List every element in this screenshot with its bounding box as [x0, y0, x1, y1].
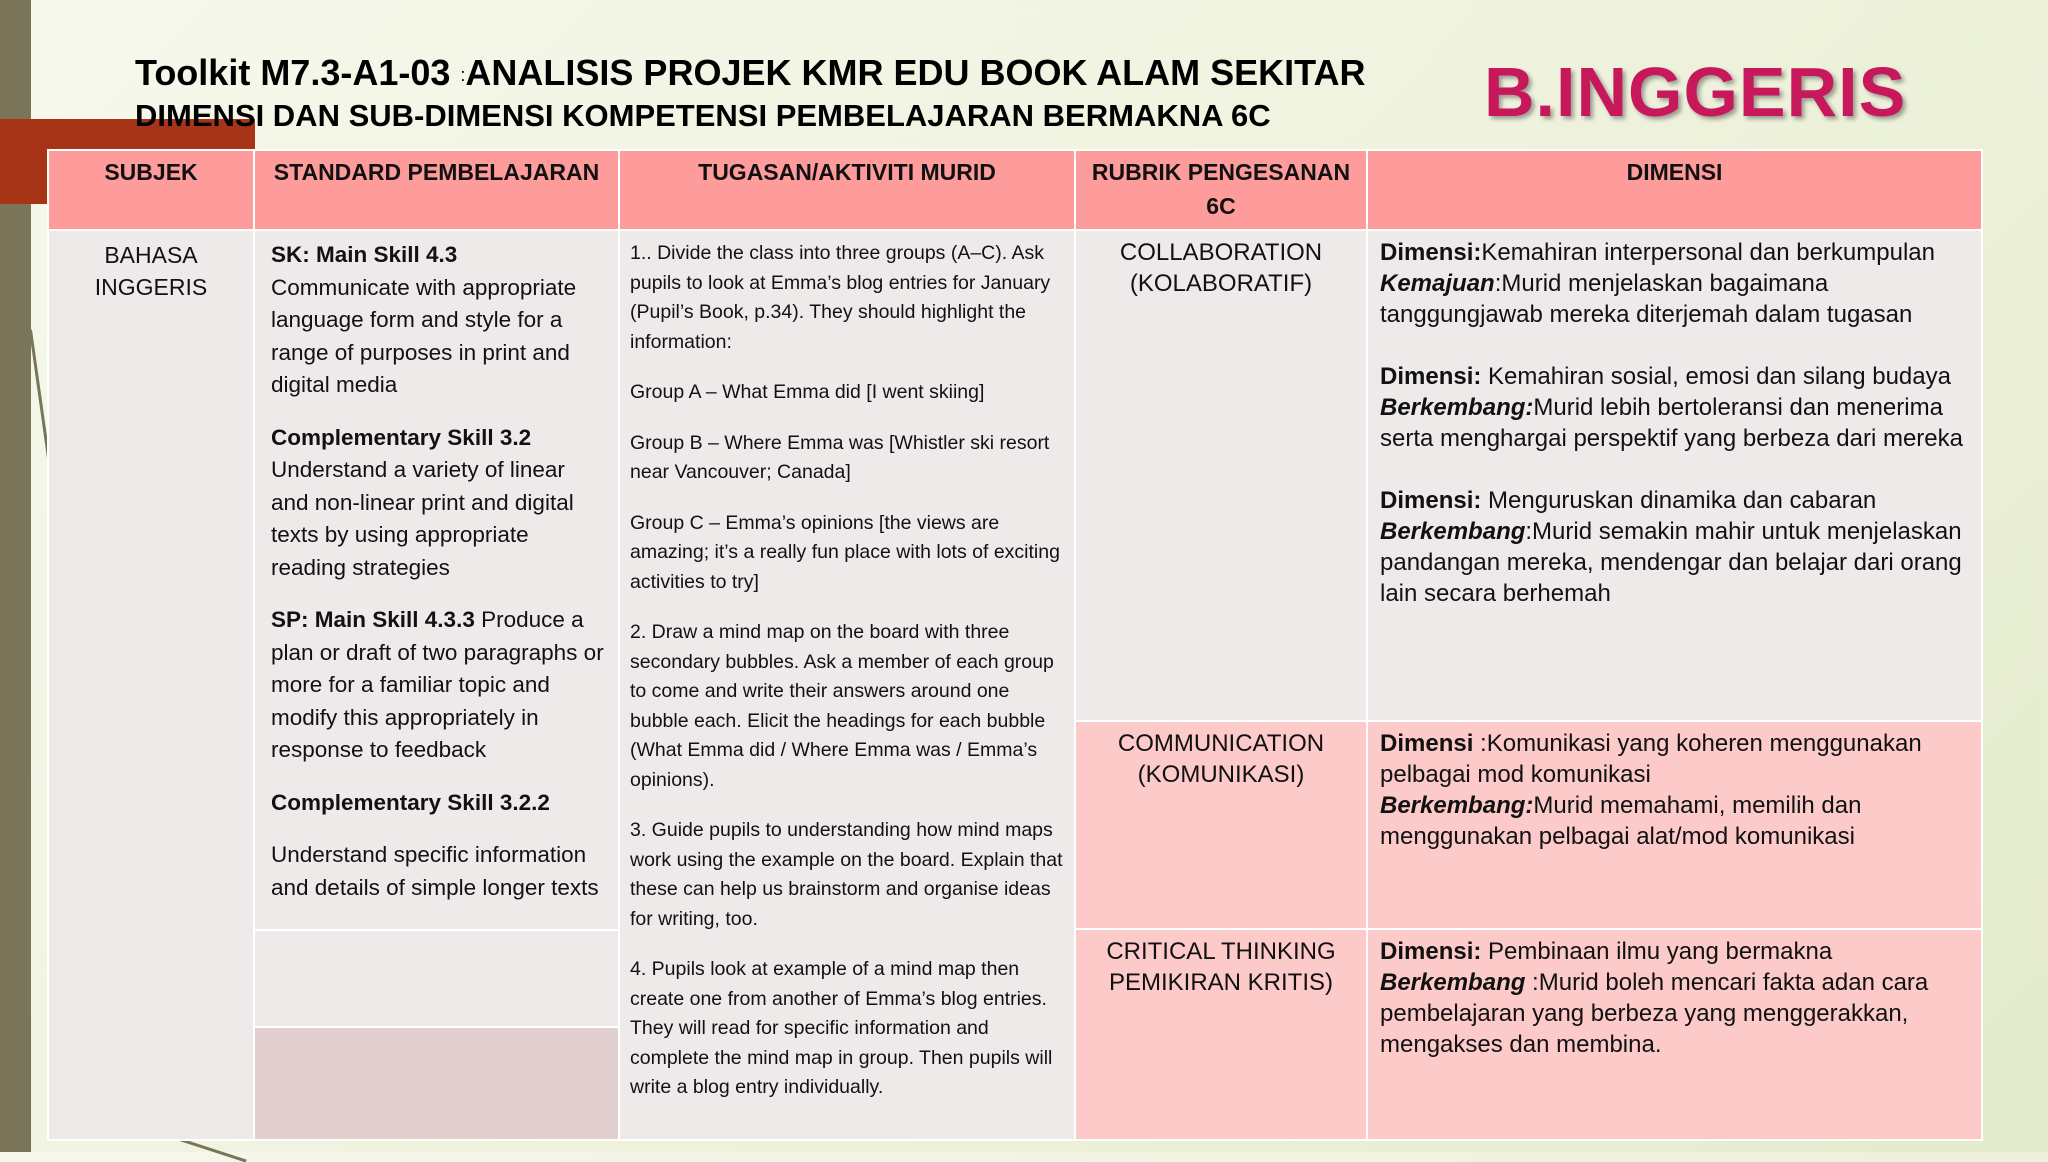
- task-item: 1.. Divide the class into three groups (A–C). Ask pupils to look at Emma’s blog entries for January (Pupil’s Book, p.34). They should highlight the information:: [630, 242, 1051, 353]
- dimension-collaboration: [1367, 230, 1982, 721]
- table-row: [48, 230, 1982, 721]
- page-title: [135, 52, 1365, 94]
- decorative-line: [179, 1138, 247, 1162]
- task-item: 2. Draw a mind map on the board with three secondary bubbles. Ask a member of each group to come and write their answers around one bubble each. Elicit the headings for each bubble (What Emma did / Where Emma was / Emma’s opinions).: [630, 621, 1054, 791]
- task-item: 3. Guide pupils to understanding how mind maps work using the example on the board. Explain that these can help us brainstorm and organise ideas for writing, too.: [630, 819, 1063, 930]
- standard-item: Complementary Skill 3.2 Understand a variety of linear and non-linear print and digital texts by using appropriate reading strategies: [271, 424, 574, 580]
- dimension-communication: Dimensi :Komunikasi yang koheren menggunakan pelbagai mod komunikasi Berkembang:Murid memahami, memilih dan menggunakan pelbagai alat/mod komunikasi: [1367, 721, 1982, 929]
- tasks-cell: [619, 230, 1075, 1140]
- rubric-collaboration: COLLABORATION (KOLABORATIF): [1075, 230, 1367, 721]
- rubric-communication: COMMUNICATION (KOMUNIKASI): [1075, 721, 1367, 929]
- header-dimensi: DIMENSI: [1367, 150, 1982, 230]
- standard-empty-cell: [254, 1027, 619, 1140]
- table-header-row: [48, 150, 1982, 230]
- header-tugasan: TUGASAN/AKTIVITI MURID: [619, 150, 1075, 230]
- page-subtitle: DIMENSI DAN SUB-DIMENSI KOMPETENSI PEMBELAJARAN BERMAKNA 6C: [135, 98, 1271, 133]
- subject-cell: BAHASA INGGERIS: [48, 230, 254, 1140]
- standard-item: SK: Main Skill 4.3 Communicate with appropriate language form and style for a range of purposes in print and digital media: [271, 242, 577, 397]
- header-subjek: SUBJEK: [48, 150, 254, 230]
- task-item: Group C – Emma’s opinions [the views are amazing; it’s a really fun place with lots of exciting activities to try]: [630, 511, 1060, 593]
- task-item: Group A – What Emma did [I went skiing]: [630, 381, 985, 403]
- title-main: ANALISIS PROJEK KMR EDU BOOK ALAM SEKITAR: [465, 52, 1366, 93]
- title-separator: :: [460, 64, 466, 85]
- header-standard: STANDARD PEMBELAJARAN: [254, 150, 619, 230]
- analysis-table: [47, 149, 1983, 1141]
- task-item: 4. Pupils look at example of a mind map then create one from another of Emma’s blog entries. They will read for specific information and complete the mind map in group. Then pupils will write a blog entry individually.: [630, 958, 1053, 1098]
- rubric-critical-thinking: CRITICAL THINKING PEMIKIRAN KRITIS): [1075, 929, 1367, 1140]
- task-item: Group B – Where Emma was [Whistler ski resort near Vancouver; Canada]: [630, 431, 1050, 483]
- dimension-block: Dimensi: Kemahiran sosial, emosi dan silang budaya Berkembang:Murid lebih bertoleransi dan menerima serta menghargai perspektif yang berbeza dari mereka: [1380, 363, 1963, 452]
- standard-item: SP: Main Skill 4.3.3 Produce a plan or draft of two paragraphs or more for a familiar topic and modify this appropriately in response to feedback: [271, 607, 604, 762]
- header-rubrik: RUBRIK PENGESANAN 6C: [1075, 150, 1367, 230]
- title-code: Toolkit M7.3-A1-03: [135, 52, 451, 93]
- standard-empty-cell: [254, 930, 619, 1027]
- subject-brand-heading: B.INGGERIS: [1484, 53, 1907, 131]
- standard-item: Complementary Skill 3.2.2: [271, 789, 550, 815]
- standard-item: Understand specific information and details of simple longer texts: [271, 842, 599, 900]
- standard-cell: [254, 230, 619, 930]
- dimension-block: Dimensi:Kemahiran interpersonal dan berkumpulan Kemajuan:Murid menjelaskan bagaimana tanggungjawab mereka diterjemah dalam tugasan: [1380, 239, 1935, 328]
- dimension-critical-thinking: Dimensi: Pembinaan ilmu yang bermakna Berkembang :Murid boleh mencari fakta adan cara pembelajaran yang berbeza yang menggerakkan, mengakses dan membina.: [1367, 929, 1982, 1140]
- dimension-block: Dimensi: Menguruskan dinamika dan cabaran Berkembang:Murid semakin mahir untuk menjelaskan pandangan mereka, mendengar dan belajar dari orang lain secara berhemah: [1380, 487, 1962, 607]
